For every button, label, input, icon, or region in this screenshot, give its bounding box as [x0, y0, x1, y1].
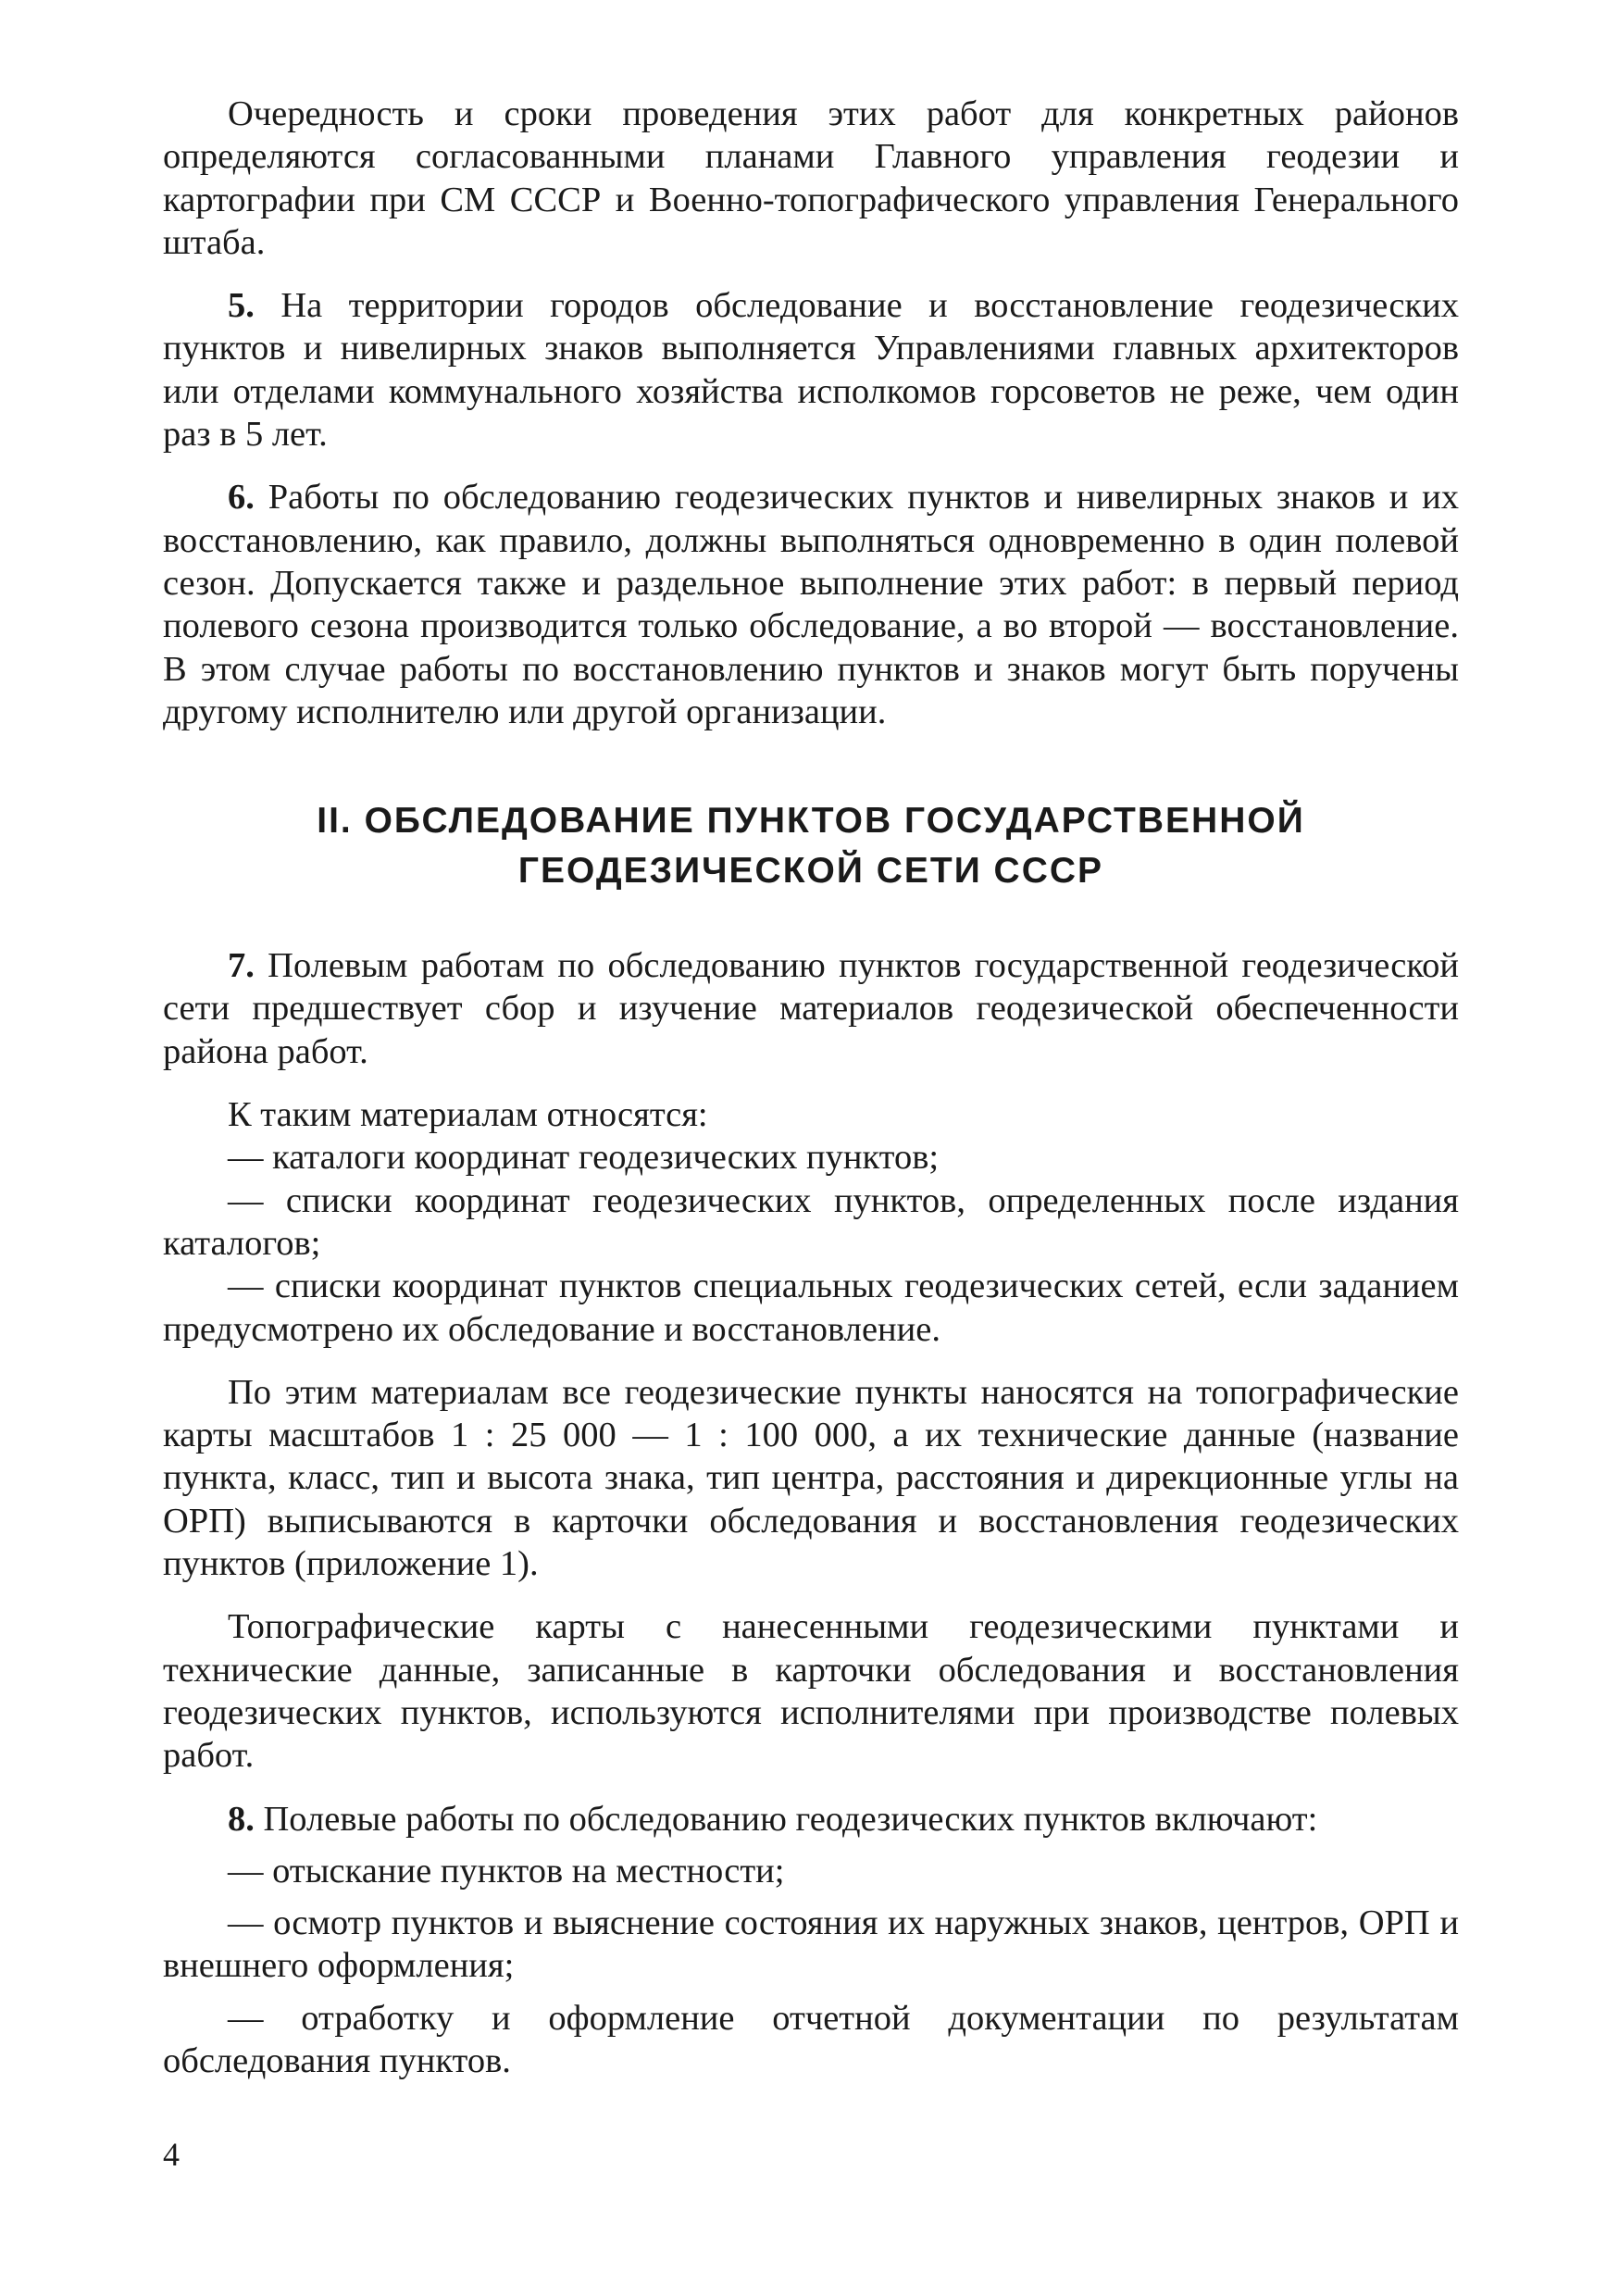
materials-item-2: — списки координат геодезических пунктов, определенных после издания каталогов; — [163, 1180, 1459, 1263]
works-item-3: — отработку и оформление отчетной документации по результатам обследования пунктов. — [163, 1998, 1459, 2080]
paragraph-7 — [163, 944, 1459, 1073]
works-item-1: — отыскание пунктов на местности; — [228, 1851, 785, 1890]
section-heading-line-1: II. ОБСЛЕДОВАНИЕ ПУНКТОВ ГОСУДАРСТВЕННОЙ — [317, 801, 1305, 842]
works-item-2: — осмотр пунктов и выяснение состояния их наружных знаков, центров, ОРП и внешнего оформления; — [163, 1903, 1459, 1986]
materials-item-1: — каталоги координат геодезических пунктов; — [228, 1138, 940, 1178]
paragraph-8-number: 8. — [228, 1799, 255, 1839]
paragraph-6-text: Работы по обследованию геодезических пунктов и нивелирных знаков и их восстановлению, как правило, должны выполняться одновременно в один полевой сезон. Допускается также и раздельное выполнение этих работ: в первый период полевого сезона производится только обследование, а во второй — восстановление. В этом случае работы по восстановлению пунктов и знаков могут быть поручены другому исполнителю или другой организации. — [163, 478, 1460, 731]
paragraph-6-number: 6. — [228, 478, 255, 518]
section-heading-line-2: ГЕОДЕЗИЧЕСКОЙ СЕТИ СССР — [517, 851, 1104, 892]
materials-item-3: — списки координат пунктов специальных геодезических сетей, если заданием предусмотрено их обследование и восстановление. — [163, 1267, 1459, 1349]
paragraph-5 — [163, 284, 1459, 455]
paragraph-8-text: Полевые работы по обследованию геодезических пунктов включают: — [263, 1799, 1318, 1839]
paragraph-5-text: На территории городов обследование и восстановление геодезических пунктов и нивелирных знаков выполняется Управлениями главных архитекторов или отделами коммунального хозяйства исполкомов горсоветов не реже, чем один раз в 5 лет. — [163, 286, 1460, 455]
page-number: 4 — [163, 2136, 180, 2173]
paragraph-7-text: Полевым работам по обследованию пунктов государственной геодезической сети предшествует сбор и изучение материалов геодезической обеспеченности района работ. — [163, 946, 1460, 1071]
paragraph-6 — [163, 476, 1459, 733]
document-page — [163, 93, 1459, 2082]
paragraph-8 — [163, 1798, 1459, 1841]
paragraph-7-number: 7. — [228, 946, 255, 986]
paragraph-5-number: 5. — [228, 286, 255, 326]
section-heading — [163, 796, 1459, 896]
paragraph-schedule: Очередность и сроки проведения этих работ для конкретных районов определяются согласованными планами Главного управления геодезии и картографии при СМ СССР и Военно-топографического управления Генерального штаба. — [163, 94, 1459, 262]
paragraph-maps: По этим материалам все геодезические пункты наносятся на топографические карты масштабов 1 : 25 000 — 1 : 100 000, а их технические данные (название пункта, класс, тип и высота знака, тип центра, расстояния и дирекционные углы на ОРП) выписываются в карточки обследования и восстановления геодезических пунктов (приложение 1). — [163, 1372, 1459, 1584]
materials-intro: К таким материалам относятся: — [228, 1095, 708, 1135]
paragraph-topo-maps: Топографические карты с нанесенными геодезическими пунктами и технические данные, записанные в карточки обследования и восстановления геодезических пунктов, используются исполнителями при производстве полевых работ. — [163, 1607, 1459, 1776]
